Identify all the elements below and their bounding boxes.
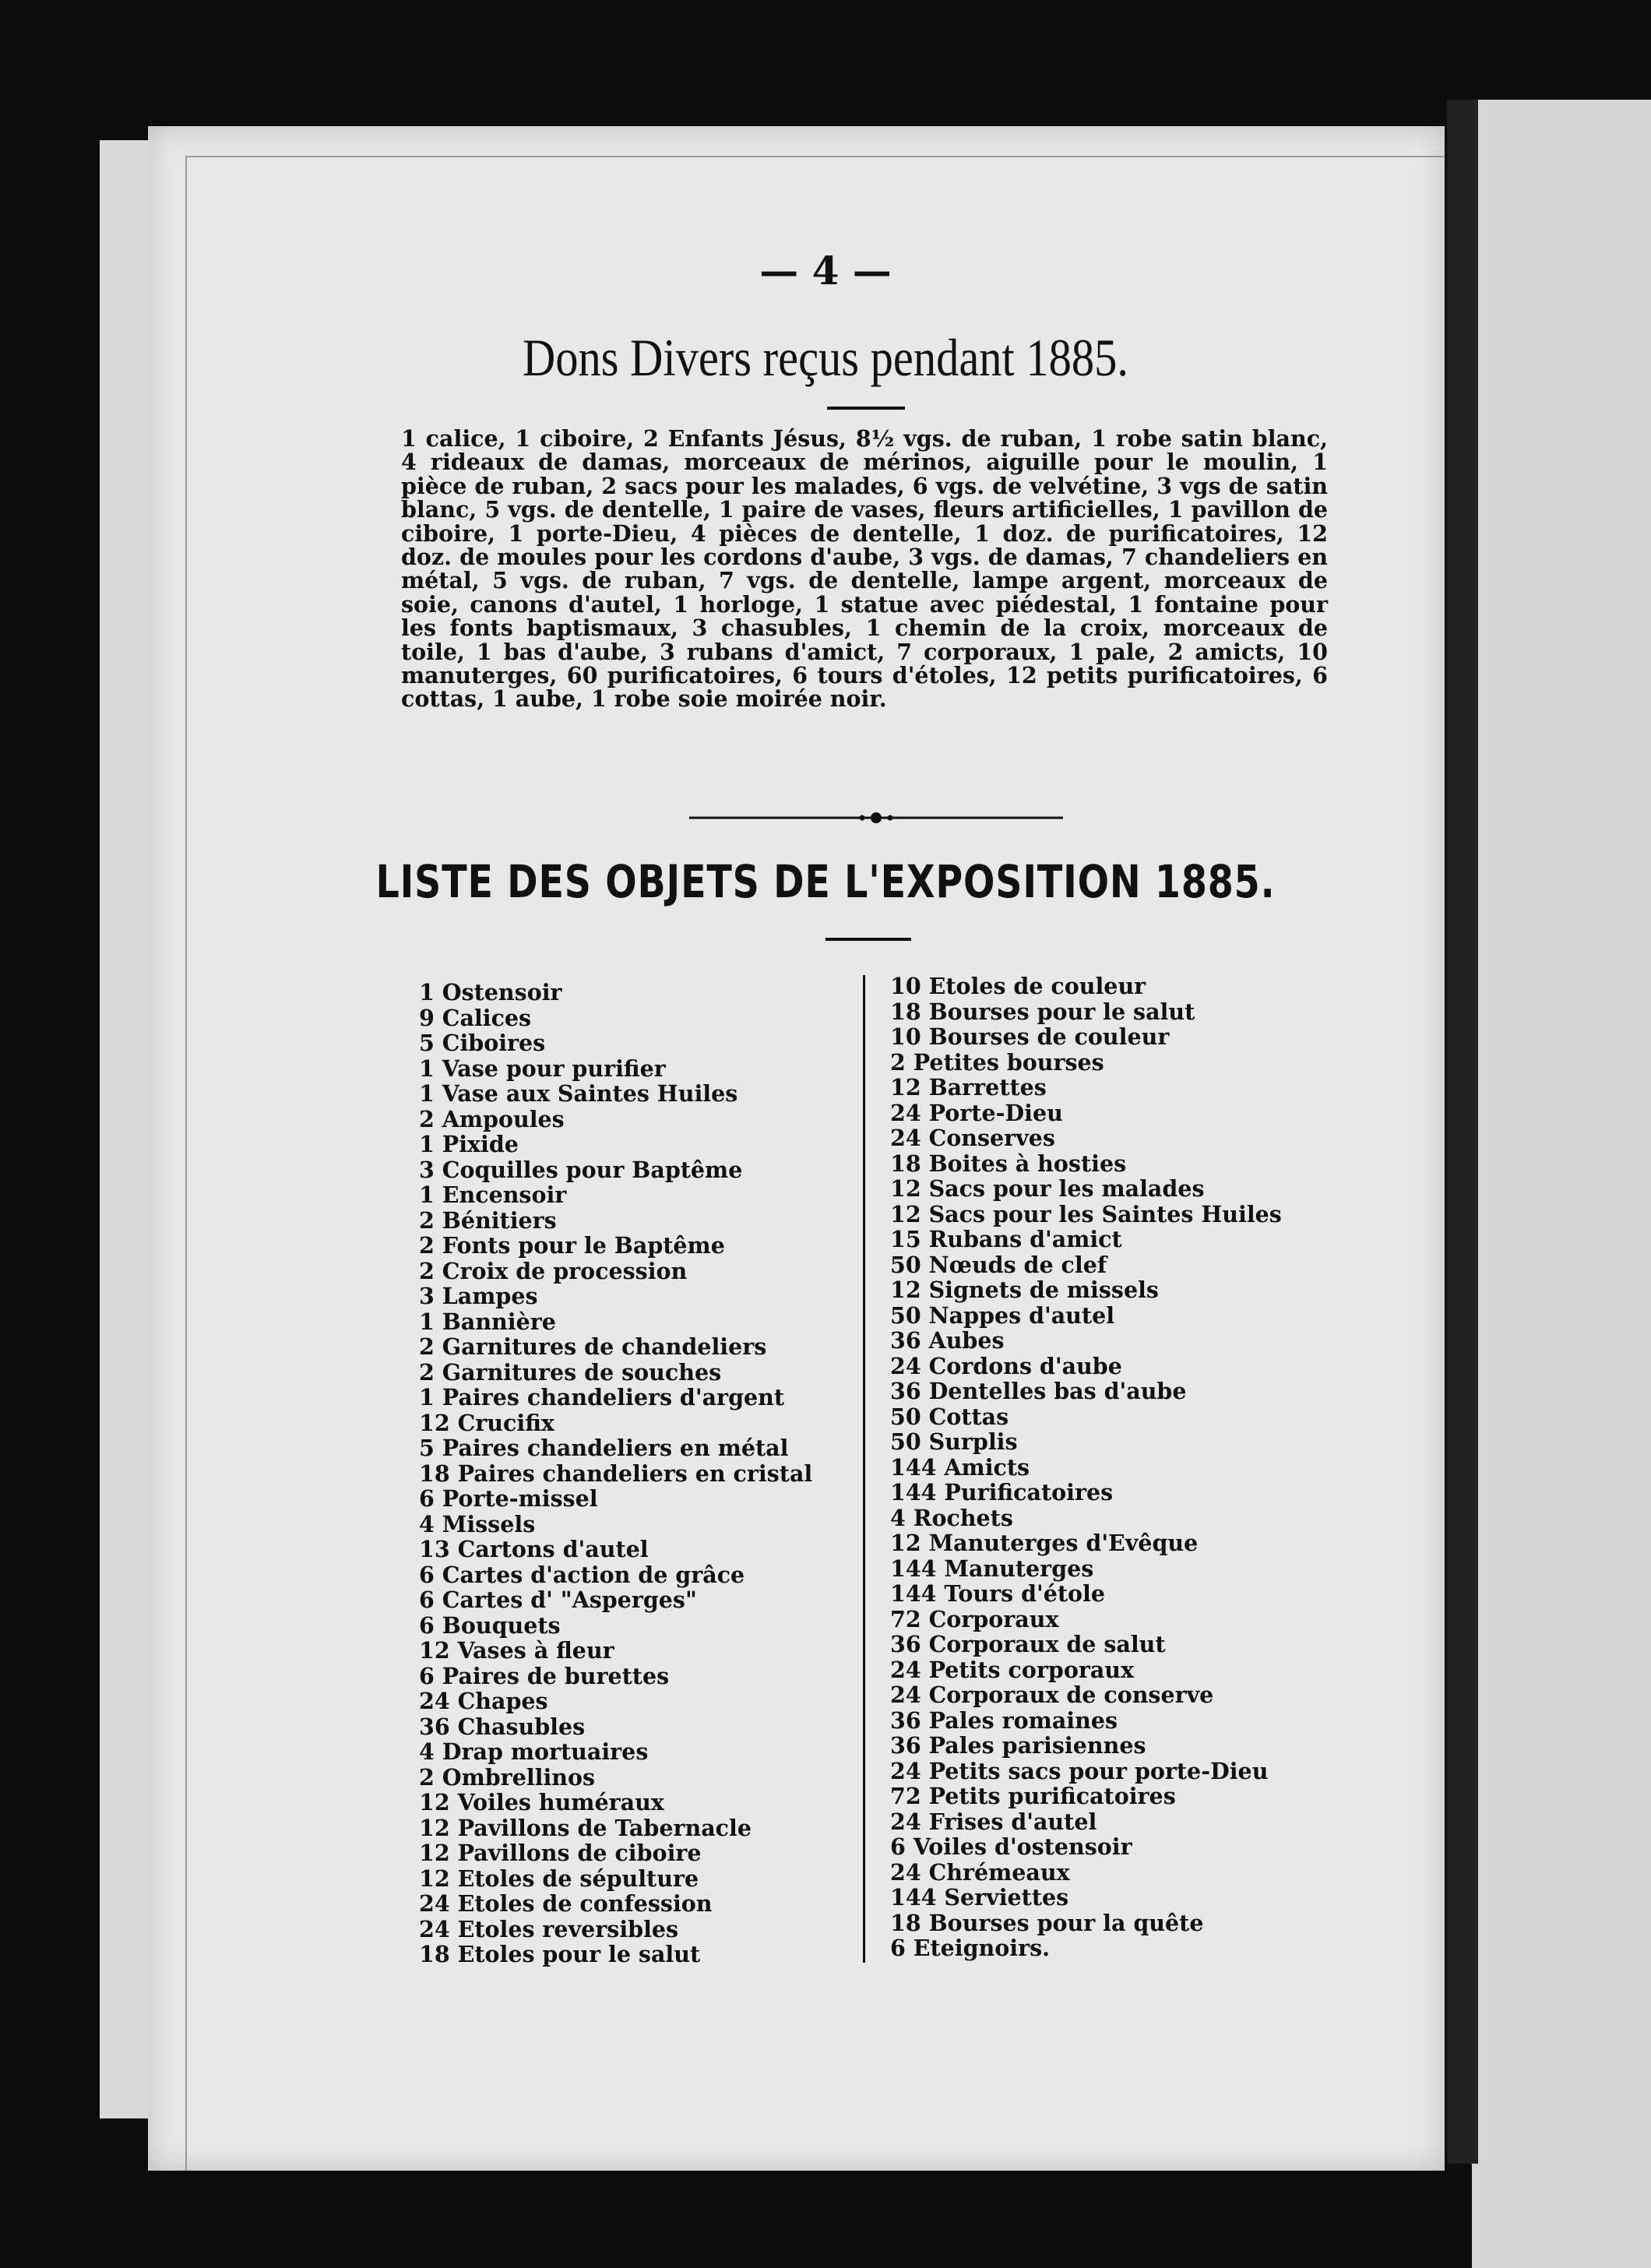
- item-quantity: 4: [419, 1510, 435, 1537]
- item-name: Ombrellinos: [434, 1763, 596, 1791]
- item-name: Tours d'étole: [936, 1580, 1105, 1607]
- item-quantity: 1: [419, 979, 435, 1005]
- list-item: [890, 1303, 1282, 1329]
- list-item: [890, 1252, 1282, 1278]
- item-name: Pavillons de Tabernacle: [449, 1814, 752, 1841]
- list-item: [890, 1556, 1282, 1582]
- list-item: [890, 1101, 1282, 1126]
- item-quantity: 3: [419, 1156, 435, 1183]
- exhibition-title: LISTE DES OBJETS DE L'EXPOSITION 1885.: [375, 855, 1276, 908]
- list-item: [419, 1030, 812, 1056]
- item-name: Rochets: [905, 1504, 1013, 1531]
- item-name: Conserves: [921, 1125, 1055, 1151]
- list-item: [890, 1885, 1282, 1911]
- list-item: [419, 980, 812, 1005]
- item-quantity: 5: [419, 1030, 435, 1056]
- item-quantity: 24: [419, 1890, 450, 1917]
- item-quantity: 12: [419, 1840, 450, 1866]
- item-name: Barrettes: [921, 1074, 1047, 1101]
- item-quantity: 24: [890, 1858, 921, 1886]
- item-quantity: 12: [890, 1530, 921, 1556]
- list-item: [890, 1354, 1282, 1379]
- list-item: [890, 1809, 1282, 1835]
- item-name: Pavillons de ciboire: [449, 1840, 702, 1866]
- list-item: [419, 1259, 812, 1284]
- list-item: [419, 1587, 812, 1613]
- item-name: Paires de burettes: [434, 1662, 670, 1689]
- list-item: [419, 1917, 812, 1942]
- list-item: [419, 1208, 812, 1234]
- item-name: Encensoir: [434, 1182, 567, 1208]
- list-item: [419, 1005, 812, 1031]
- list-item: [890, 1404, 1282, 1430]
- item-name: Petits sacs pour porte-Dieu: [921, 1757, 1269, 1784]
- item-quantity: 24: [890, 1125, 921, 1151]
- item-name: Drap mortuaires: [434, 1738, 649, 1765]
- item-name: Bénitiers: [434, 1206, 557, 1234]
- item-name: Rubans d'amict: [921, 1226, 1122, 1252]
- item-name: Missels: [434, 1510, 536, 1537]
- item-name: Vase aux Saintes Huiles: [434, 1080, 738, 1107]
- list-item: [890, 1708, 1282, 1734]
- list-item: [890, 1733, 1282, 1759]
- list-item: [890, 1202, 1282, 1227]
- item-quantity: 144: [890, 1479, 937, 1506]
- item-name: Chrémeaux: [921, 1858, 1070, 1886]
- list-item: [419, 1056, 812, 1082]
- item-name: Corporaux: [921, 1605, 1059, 1632]
- item-quantity: 12: [419, 1789, 450, 1815]
- list-item: [890, 1480, 1282, 1506]
- item-quantity: 24: [419, 1915, 450, 1942]
- list-item: [419, 1486, 812, 1512]
- book-binding: [1447, 100, 1478, 2164]
- item-name: Pales romaines: [921, 1706, 1118, 1734]
- list-item: [419, 1512, 812, 1537]
- item-name: Etoles de confession: [449, 1890, 713, 1917]
- item-quantity: 9: [419, 1004, 435, 1031]
- item-quantity: 10: [890, 1023, 921, 1050]
- list-item: [419, 1537, 812, 1562]
- list-item: [890, 974, 1282, 999]
- item-quantity: 2: [890, 1048, 906, 1076]
- item-name: Corporaux de conserve: [921, 1682, 1214, 1708]
- list-item: [419, 1790, 812, 1815]
- item-quantity: 18: [419, 1460, 450, 1487]
- list-item: [419, 1132, 812, 1157]
- item-name: Fonts pour le Baptême: [434, 1232, 725, 1259]
- item-quantity: 24: [890, 1682, 921, 1708]
- item-quantity: 2: [419, 1763, 435, 1791]
- list-item: [419, 1435, 812, 1461]
- list-item: [890, 1682, 1282, 1708]
- item-quantity: 6: [419, 1662, 435, 1689]
- list-item: [890, 1911, 1282, 1936]
- item-name: Etoles de couleur: [921, 973, 1146, 999]
- list-item: [419, 1840, 812, 1866]
- item-quantity: 12: [890, 1277, 921, 1303]
- list-item: [890, 1657, 1282, 1683]
- item-name: Cartes d'action de grâce: [434, 1561, 745, 1588]
- list-item: [890, 1429, 1282, 1455]
- list-item: [890, 1277, 1282, 1303]
- item-quantity: 12: [419, 1814, 450, 1841]
- item-name: Frises d'autel: [921, 1808, 1097, 1835]
- item-name: Bourses de couleur: [921, 1023, 1170, 1050]
- list-item: [890, 1379, 1282, 1404]
- item-name: Petits purificatoires: [921, 1783, 1176, 1809]
- list-item: [419, 1233, 812, 1259]
- item-quantity: 2: [419, 1232, 435, 1259]
- item-quantity: 36: [890, 1732, 921, 1759]
- item-quantity: 36: [890, 1378, 921, 1404]
- item-quantity: 12: [890, 1200, 921, 1227]
- list-item: [890, 1455, 1282, 1481]
- item-name: Boites à hosties: [921, 1150, 1127, 1177]
- list-item: [890, 1935, 1282, 1961]
- item-name: Calices: [434, 1004, 532, 1031]
- item-quantity: 2: [419, 1206, 435, 1234]
- item-quantity: 24: [890, 1757, 921, 1784]
- item-name: Porte-Dieu: [921, 1099, 1063, 1126]
- item-name: Nappes d'autel: [921, 1301, 1115, 1329]
- list-item: [419, 1815, 812, 1841]
- item-name: Manuterges: [936, 1555, 1094, 1582]
- list-item: [890, 1050, 1282, 1076]
- list-item: [419, 1866, 812, 1892]
- item-quantity: 1: [419, 1384, 435, 1410]
- list-item: [890, 1328, 1282, 1354]
- list-item: [890, 1759, 1282, 1784]
- item-name: Etoles reversibles: [449, 1915, 679, 1942]
- item-quantity: 50: [890, 1251, 921, 1278]
- item-name: Manuterges d'Evêque: [921, 1530, 1199, 1556]
- title-rule: [827, 407, 905, 410]
- ornament-divider: [689, 810, 1063, 826]
- item-quantity: 4: [419, 1738, 435, 1765]
- item-quantity: 12: [419, 1865, 450, 1892]
- item-name: Surplis: [921, 1428, 1018, 1455]
- item-quantity: 1: [419, 1080, 435, 1107]
- list-item: [419, 1410, 812, 1436]
- item-name: Pales parisiennes: [921, 1732, 1146, 1759]
- item-quantity: 6: [419, 1561, 435, 1588]
- list-item: [890, 1784, 1282, 1809]
- item-quantity: 144: [890, 1580, 937, 1607]
- list-item: [890, 1506, 1282, 1531]
- item-quantity: 72: [890, 1783, 921, 1809]
- item-quantity: 12: [419, 1409, 450, 1436]
- item-quantity: 12: [890, 1074, 921, 1101]
- item-quantity: 4: [890, 1504, 906, 1531]
- item-quantity: 6: [419, 1485, 435, 1512]
- item-name: Porte-missel: [434, 1485, 598, 1512]
- item-name: Bouquets: [434, 1611, 561, 1639]
- item-quantity: 24: [890, 1352, 921, 1379]
- item-name: Ostensoir: [434, 979, 562, 1005]
- item-name: Cartes d' "Asperges": [434, 1587, 697, 1613]
- item-quantity: 50: [890, 1428, 921, 1455]
- item-quantity: 2: [419, 1333, 435, 1360]
- item-quantity: 10: [890, 973, 921, 999]
- list-item: [419, 1182, 812, 1208]
- exhibition-list-right: [890, 974, 1282, 1961]
- item-name: Garnitures de chandeliers: [434, 1333, 767, 1360]
- item-name: Cottas: [921, 1403, 1009, 1430]
- item-name: Voiles huméraux: [449, 1789, 664, 1815]
- item-quantity: 5: [419, 1435, 435, 1461]
- item-quantity: 2: [419, 1358, 435, 1386]
- list-item: [419, 1689, 812, 1714]
- list-item: [419, 1942, 812, 1967]
- exhibition-list-left: [419, 980, 812, 1967]
- list-item: [419, 1613, 812, 1639]
- item-name: Signets de missels: [921, 1277, 1159, 1303]
- item-quantity: 24: [419, 1688, 450, 1714]
- list-item: [419, 1334, 812, 1360]
- list-item: [890, 1227, 1282, 1252]
- item-name: Crucifix: [449, 1409, 554, 1436]
- item-name: Eteignoirs.: [905, 1935, 1051, 1961]
- item-quantity: 6: [890, 1935, 906, 1961]
- item-name: Sacs pour les Saintes Huiles: [921, 1200, 1282, 1227]
- list-item: [419, 1157, 812, 1183]
- list-item: [419, 1891, 812, 1917]
- list-item: [890, 1075, 1282, 1101]
- item-name: Bourses pour la quête: [921, 1909, 1204, 1936]
- item-quantity: 1: [419, 1182, 435, 1208]
- item-quantity: 144: [890, 1555, 937, 1582]
- item-quantity: 24: [890, 1656, 921, 1683]
- item-name: Garnitures de souches: [434, 1358, 722, 1386]
- item-quantity: 36: [890, 1631, 921, 1657]
- item-name: Petites bourses: [905, 1048, 1104, 1076]
- item-name: Etoles pour le salut: [449, 1941, 701, 1967]
- item-name: Vases à fleur: [449, 1637, 614, 1664]
- list-item: [890, 1607, 1282, 1632]
- item-name: Ciboires: [434, 1030, 546, 1056]
- facing-page-edge: [1472, 100, 1651, 2268]
- item-name: Croix de procession: [434, 1257, 688, 1284]
- list-item: [419, 1107, 812, 1132]
- item-quantity: 6: [890, 1833, 906, 1860]
- item-quantity: 144: [890, 1884, 937, 1911]
- list-item: [890, 1834, 1282, 1860]
- item-quantity: 13: [419, 1536, 450, 1562]
- item-name: Amicts: [936, 1453, 1030, 1481]
- list-item: [419, 1562, 812, 1588]
- list-item: [890, 1125, 1282, 1151]
- list-item: [419, 1360, 812, 1386]
- item-name: Pixide: [434, 1131, 519, 1157]
- donations-paragraph: 1 calice, 1 ciboire, 2 Enfants Jésus, 8½ vgs. de ruban, 1 robe satin blanc, 4 rideaux de damas, morceaux de mérinos, aiguille pour le moulin, 1 pièce de ruban, 2 sacs pour les malades, 6 vgs. de velvétine, 3 vgs de satin blanc, 5 vgs. de dentelle, 1 paire de vases, fleurs artificielles, 1 pavillon de ciboire, 1 porte-Dieu, 4 pièces de dentelle, 1 doz. de purificatoires, 12 doz. de moules pour les cordons d'aube, 3 vgs. de damas, 7 chandeliers en métal, 5 vgs. de ruban, 7 vgs. de dentelle, lampe argent, morceaux de soie, canons d'autel, 1 horloge, 1 statue avec piédestal, 1 fontaine pour les fonts baptismaux, 3 chasubles, 1 chemin de la croix, morceaux de toile, 1 bas d'aube, 3 rubans d'amict, 7 corporaux, 1 pale, 2 amicts, 10 manuterges, 60 purificatoires, 6 tours d'étoles, 12 petits purificatoires, 6 cottas, 1 aube, 1 robe soie moirée noir.: [401, 425, 1328, 713]
- item-name: Corporaux de salut: [921, 1631, 1166, 1657]
- item-name: Cartons d'autel: [449, 1536, 649, 1562]
- item-quantity: 24: [890, 1808, 921, 1835]
- list-item: [890, 1860, 1282, 1886]
- list-item: [419, 1309, 812, 1335]
- list-item: [419, 1739, 812, 1765]
- column-divider: [863, 975, 865, 1963]
- item-quantity: 15: [890, 1226, 921, 1252]
- item-quantity: 24: [890, 1099, 921, 1126]
- item-quantity: 18: [890, 998, 921, 1025]
- item-quantity: 1: [419, 1308, 435, 1335]
- donations-title: Dons Divers reçus pendant 1885.: [523, 328, 1128, 387]
- item-name: Bannière: [434, 1308, 556, 1335]
- item-name: Bourses pour le salut: [921, 998, 1195, 1025]
- item-name: Vase pour purifier: [434, 1055, 666, 1082]
- item-quantity: 6: [419, 1611, 435, 1639]
- list-item: [419, 1081, 812, 1107]
- item-quantity: 6: [419, 1587, 435, 1613]
- item-name: Sacs pour les malades: [921, 1175, 1205, 1202]
- item-name: Nœuds de clef: [921, 1251, 1107, 1278]
- item-quantity: 3: [419, 1283, 435, 1309]
- item-quantity: 12: [419, 1637, 450, 1664]
- item-name: Chasubles: [449, 1713, 586, 1740]
- item-quantity: 72: [890, 1605, 921, 1632]
- item-quantity: 18: [890, 1909, 921, 1936]
- list-item: [890, 1151, 1282, 1177]
- list-item: [890, 1024, 1282, 1050]
- item-quantity: 1: [419, 1055, 435, 1082]
- page-number: — 4 —: [759, 248, 892, 294]
- list-item: [419, 1461, 812, 1487]
- list-item: [419, 1765, 812, 1791]
- item-name: Purificatoires: [936, 1479, 1114, 1506]
- list-item: [419, 1385, 812, 1410]
- item-quantity: 12: [890, 1175, 921, 1202]
- item-quantity: 50: [890, 1301, 921, 1329]
- item-name: Cordons d'aube: [921, 1352, 1122, 1379]
- item-name: Voiles d'ostensoir: [905, 1833, 1132, 1860]
- item-quantity: 2: [419, 1105, 435, 1132]
- item-quantity: 50: [890, 1403, 921, 1430]
- item-quantity: 1: [419, 1131, 435, 1157]
- item-quantity: 36: [419, 1713, 450, 1740]
- item-name: Aubes: [921, 1327, 1005, 1354]
- list-item: [890, 1530, 1282, 1556]
- list-item: [890, 1176, 1282, 1202]
- title-rule: [826, 938, 911, 941]
- item-name: Dentelles bas d'aube: [921, 1378, 1187, 1404]
- list-item: [419, 1664, 812, 1689]
- item-quantity: 36: [890, 1706, 921, 1734]
- item-name: Paires chandeliers d'argent: [434, 1384, 785, 1410]
- item-name: Serviettes: [936, 1884, 1069, 1911]
- list-item: [419, 1284, 812, 1309]
- list-item: [890, 1632, 1282, 1657]
- item-name: Etoles de sépulture: [449, 1865, 699, 1892]
- item-name: Ampoules: [434, 1105, 565, 1132]
- item-quantity: 36: [890, 1327, 921, 1354]
- list-item: [419, 1714, 812, 1740]
- item-name: Paires chandeliers en métal: [434, 1435, 789, 1461]
- item-name: Paires chandeliers en cristal: [449, 1460, 813, 1487]
- list-item: [419, 1638, 812, 1664]
- list-item: [890, 999, 1282, 1025]
- list-item: [890, 1581, 1282, 1607]
- item-quantity: 144: [890, 1453, 937, 1481]
- item-name: Petits corporaux: [921, 1656, 1135, 1683]
- item-name: Coquilles pour Baptême: [434, 1156, 743, 1183]
- item-name: Lampes: [434, 1283, 538, 1309]
- item-quantity: 2: [419, 1257, 435, 1284]
- item-name: Chapes: [449, 1688, 548, 1714]
- item-quantity: 18: [419, 1941, 450, 1967]
- item-quantity: 18: [890, 1150, 921, 1177]
